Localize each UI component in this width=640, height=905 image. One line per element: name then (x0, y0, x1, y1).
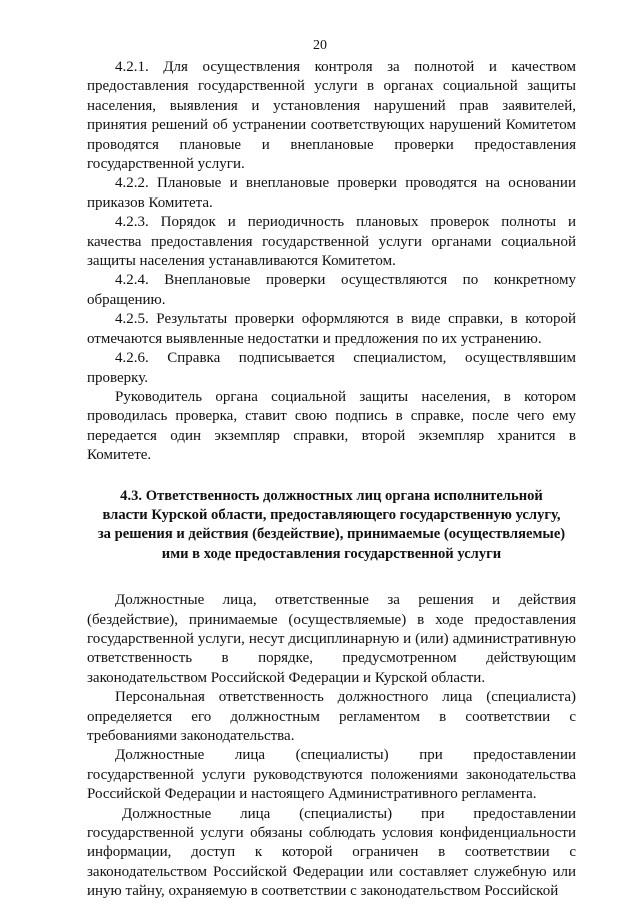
paragraph-officials-responsibility: Должностные лица, ответственные за решения и действия (бездействие), принимаемые (осуществляемые) в ходе предоставления государственной услуги, несут дисциплинарную и (или) административную ответственность в порядке, предусмотренном действующим законодательством Российской Федерации и Курской области. (87, 592, 576, 686)
paragraph-4-2-4: 4.2.4. Внеплановые проверки осуществляются по конкретному обращению. (87, 272, 576, 308)
paragraph-4-2-3: 4.2.3. Порядок и периодичность плановых проверок полноты и качества предоставления государственной услуги органами социальной защиты населения устанавливаются Комитетом. (87, 214, 576, 270)
paragraph-personal-responsibility: Персональная ответственность должностного лица (специалиста) определяется его должностным регламентом в соответствии с требованиями законодательства. (87, 689, 576, 744)
heading-line: за решения и действия (бездействие), принимаемые (осуществляемые) (97, 526, 566, 543)
section-4-3-heading (87, 487, 576, 565)
paragraph-head-signature: Руководитель органа социальной защиты населения, в котором проводилась проверка, ставит свою подпись в справке, после чего ему передается один экземпляр справки, второй экземпляр хранится в Комитете. (87, 388, 576, 464)
paragraph-4-2-5: 4.2.5. Результаты проверки оформляются в виде справки, в которой отмечаются выявленные недостатки и предложения по их устранению. (87, 311, 576, 347)
paragraph-4-2-6: 4.2.6. Справка подписывается специалистом, осуществлявшим проверку. (87, 350, 576, 386)
paragraph-officials-guidance: Должностные лица (специалисты) при предоставлении государственной услуги руководствуются положениями законодательства Российской Федерации и настоящего Административного регламента. (87, 747, 576, 803)
document-body (87, 58, 576, 902)
heading-line: власти Курской области, предоставляющего государственную услугу, (102, 506, 561, 523)
paragraph-4-2-1: 4.2.1. Для осуществления контроля за полнотой и качеством предоставления государственной услуги в органах социальной защиты населения, выявления и установления нарушений прав заявителей, принятия решений об устранении соответствующих нарушений Комитетом проводятся плановые и внеплановые проверки предоставления государственной услуги. (87, 59, 576, 173)
paragraph-confidentiality: Должностные лица (специалисты) при предоставлении государственной услуги обязаны соблюдать условия конфиденциальности информации, доступ к которой ограничен в соответствии с законодательством Российской Федерации или составляет служебную или иную тайну, охраняемую в соответствии с законодательством Российской (87, 805, 576, 900)
page-number: 20 (313, 38, 327, 53)
heading-line: ими в ходе предоставления государственной услуги (161, 545, 502, 562)
paragraph-4-2-2: 4.2.2. Плановые и внеплановые проверки проводятся на основании приказов Комитета. (87, 175, 576, 211)
heading-line: 4.3. Ответственность должностных лиц органа исполнительной (120, 487, 543, 504)
